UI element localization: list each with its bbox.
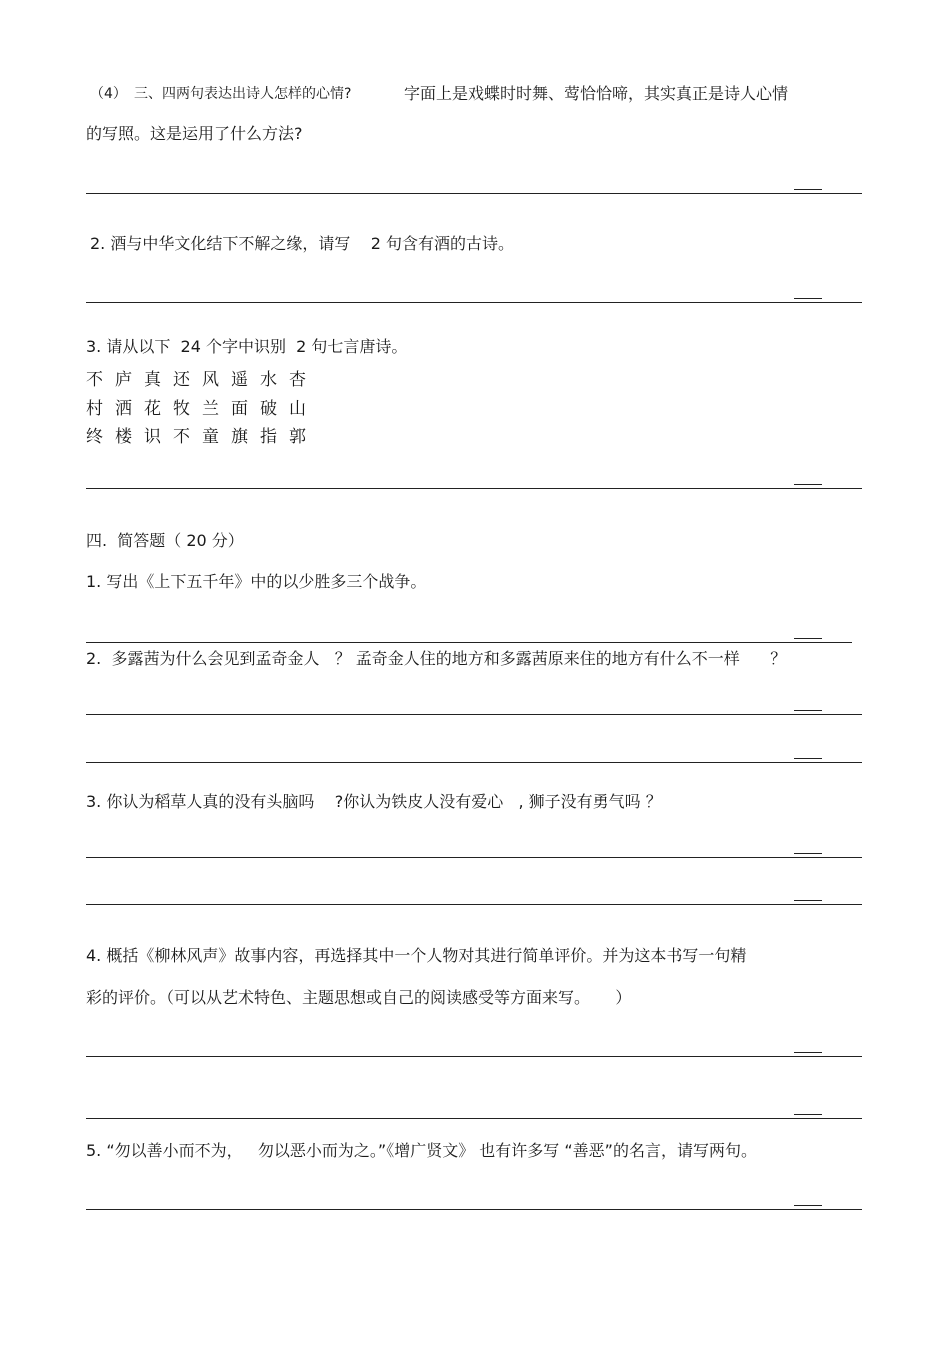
- answer-line-tick: [794, 484, 822, 485]
- q4-line2: 的写照。这是运用了什么方法?: [86, 124, 303, 143]
- s4-q2: 2. 多露茜为什么会见到孟奇金人 ？ 孟奇金人住的地方和多露茜原来住的地方有什么不一样 ？: [86, 649, 787, 668]
- q-tang-poem: 3. 请从以下 24 个字中识别 2 句七言唐诗。: [86, 337, 408, 356]
- section-heading: 四. 简答题（ 20 分）: [86, 531, 244, 550]
- char-grid-row-2: 村 洒 花 牧 兰 面 破 山: [86, 399, 306, 419]
- answer-line: [86, 1056, 862, 1057]
- q4-prefix: （4）: [90, 86, 127, 102]
- char-grid-row-3: 终 楼 识 不 童 旗 指 郭: [86, 427, 306, 447]
- s4-q4-line2: 彩的评价。（可以从艺术特色、主题思想或自己的阅读感受等方面来写。 ）: [86, 988, 632, 1007]
- answer-line: [86, 302, 862, 303]
- answer-line: [86, 762, 862, 763]
- answer-line: [86, 904, 862, 905]
- answer-line-tick: [794, 710, 822, 711]
- q-wine-poems: 2. 酒与中华文化结下不解之缘，请写 2 句含有酒的古诗。: [90, 234, 514, 253]
- answer-line: [86, 1118, 862, 1119]
- answer-line: [86, 193, 862, 194]
- answer-line: [86, 1209, 862, 1210]
- answer-line-tick: [794, 298, 822, 299]
- answer-line-tick: [794, 1052, 822, 1053]
- answer-line: [86, 488, 862, 489]
- answer-line-tick: [794, 1114, 822, 1115]
- char-grid-row-1: 不 庐 真 还 风 遥 水 杏: [86, 370, 306, 390]
- s4-q1: 1. 写出《上下五千年》中的以少胜多三个战争。: [86, 572, 427, 591]
- answer-line-tick: [794, 1205, 822, 1206]
- s4-q5: 5. “勿以善小而不为， 勿以恶小而为之。”《增广贤文》 也有许多写 “善恶”的名言，请写两句。: [86, 1141, 757, 1160]
- answer-line: [86, 857, 862, 858]
- answer-line: [86, 642, 852, 643]
- s4-q4-line1: 4. 概括《柳林风声》故事内容，再选择其中一个人物对其进行简单评价。并为这本书写一句精: [86, 946, 747, 965]
- q4-hint: 字面上是戏蝶时时舞、莺恰恰啼，其实真正是诗人心情: [404, 84, 789, 103]
- answer-line: [86, 714, 862, 715]
- answer-line-tick: [794, 900, 822, 901]
- s4-q3: 3. 你认为稻草人真的没有头脑吗 ?你认为铁皮人没有爱心 , 狮子没有勇气吗 ？: [86, 792, 662, 811]
- answer-line-tick: [794, 189, 822, 190]
- answer-line-tick: [794, 758, 822, 759]
- answer-line-tick: [794, 638, 822, 639]
- answer-line-tick: [794, 853, 822, 854]
- q4-question: 三、四两句表达出诗人怎样的心情?: [134, 86, 352, 102]
